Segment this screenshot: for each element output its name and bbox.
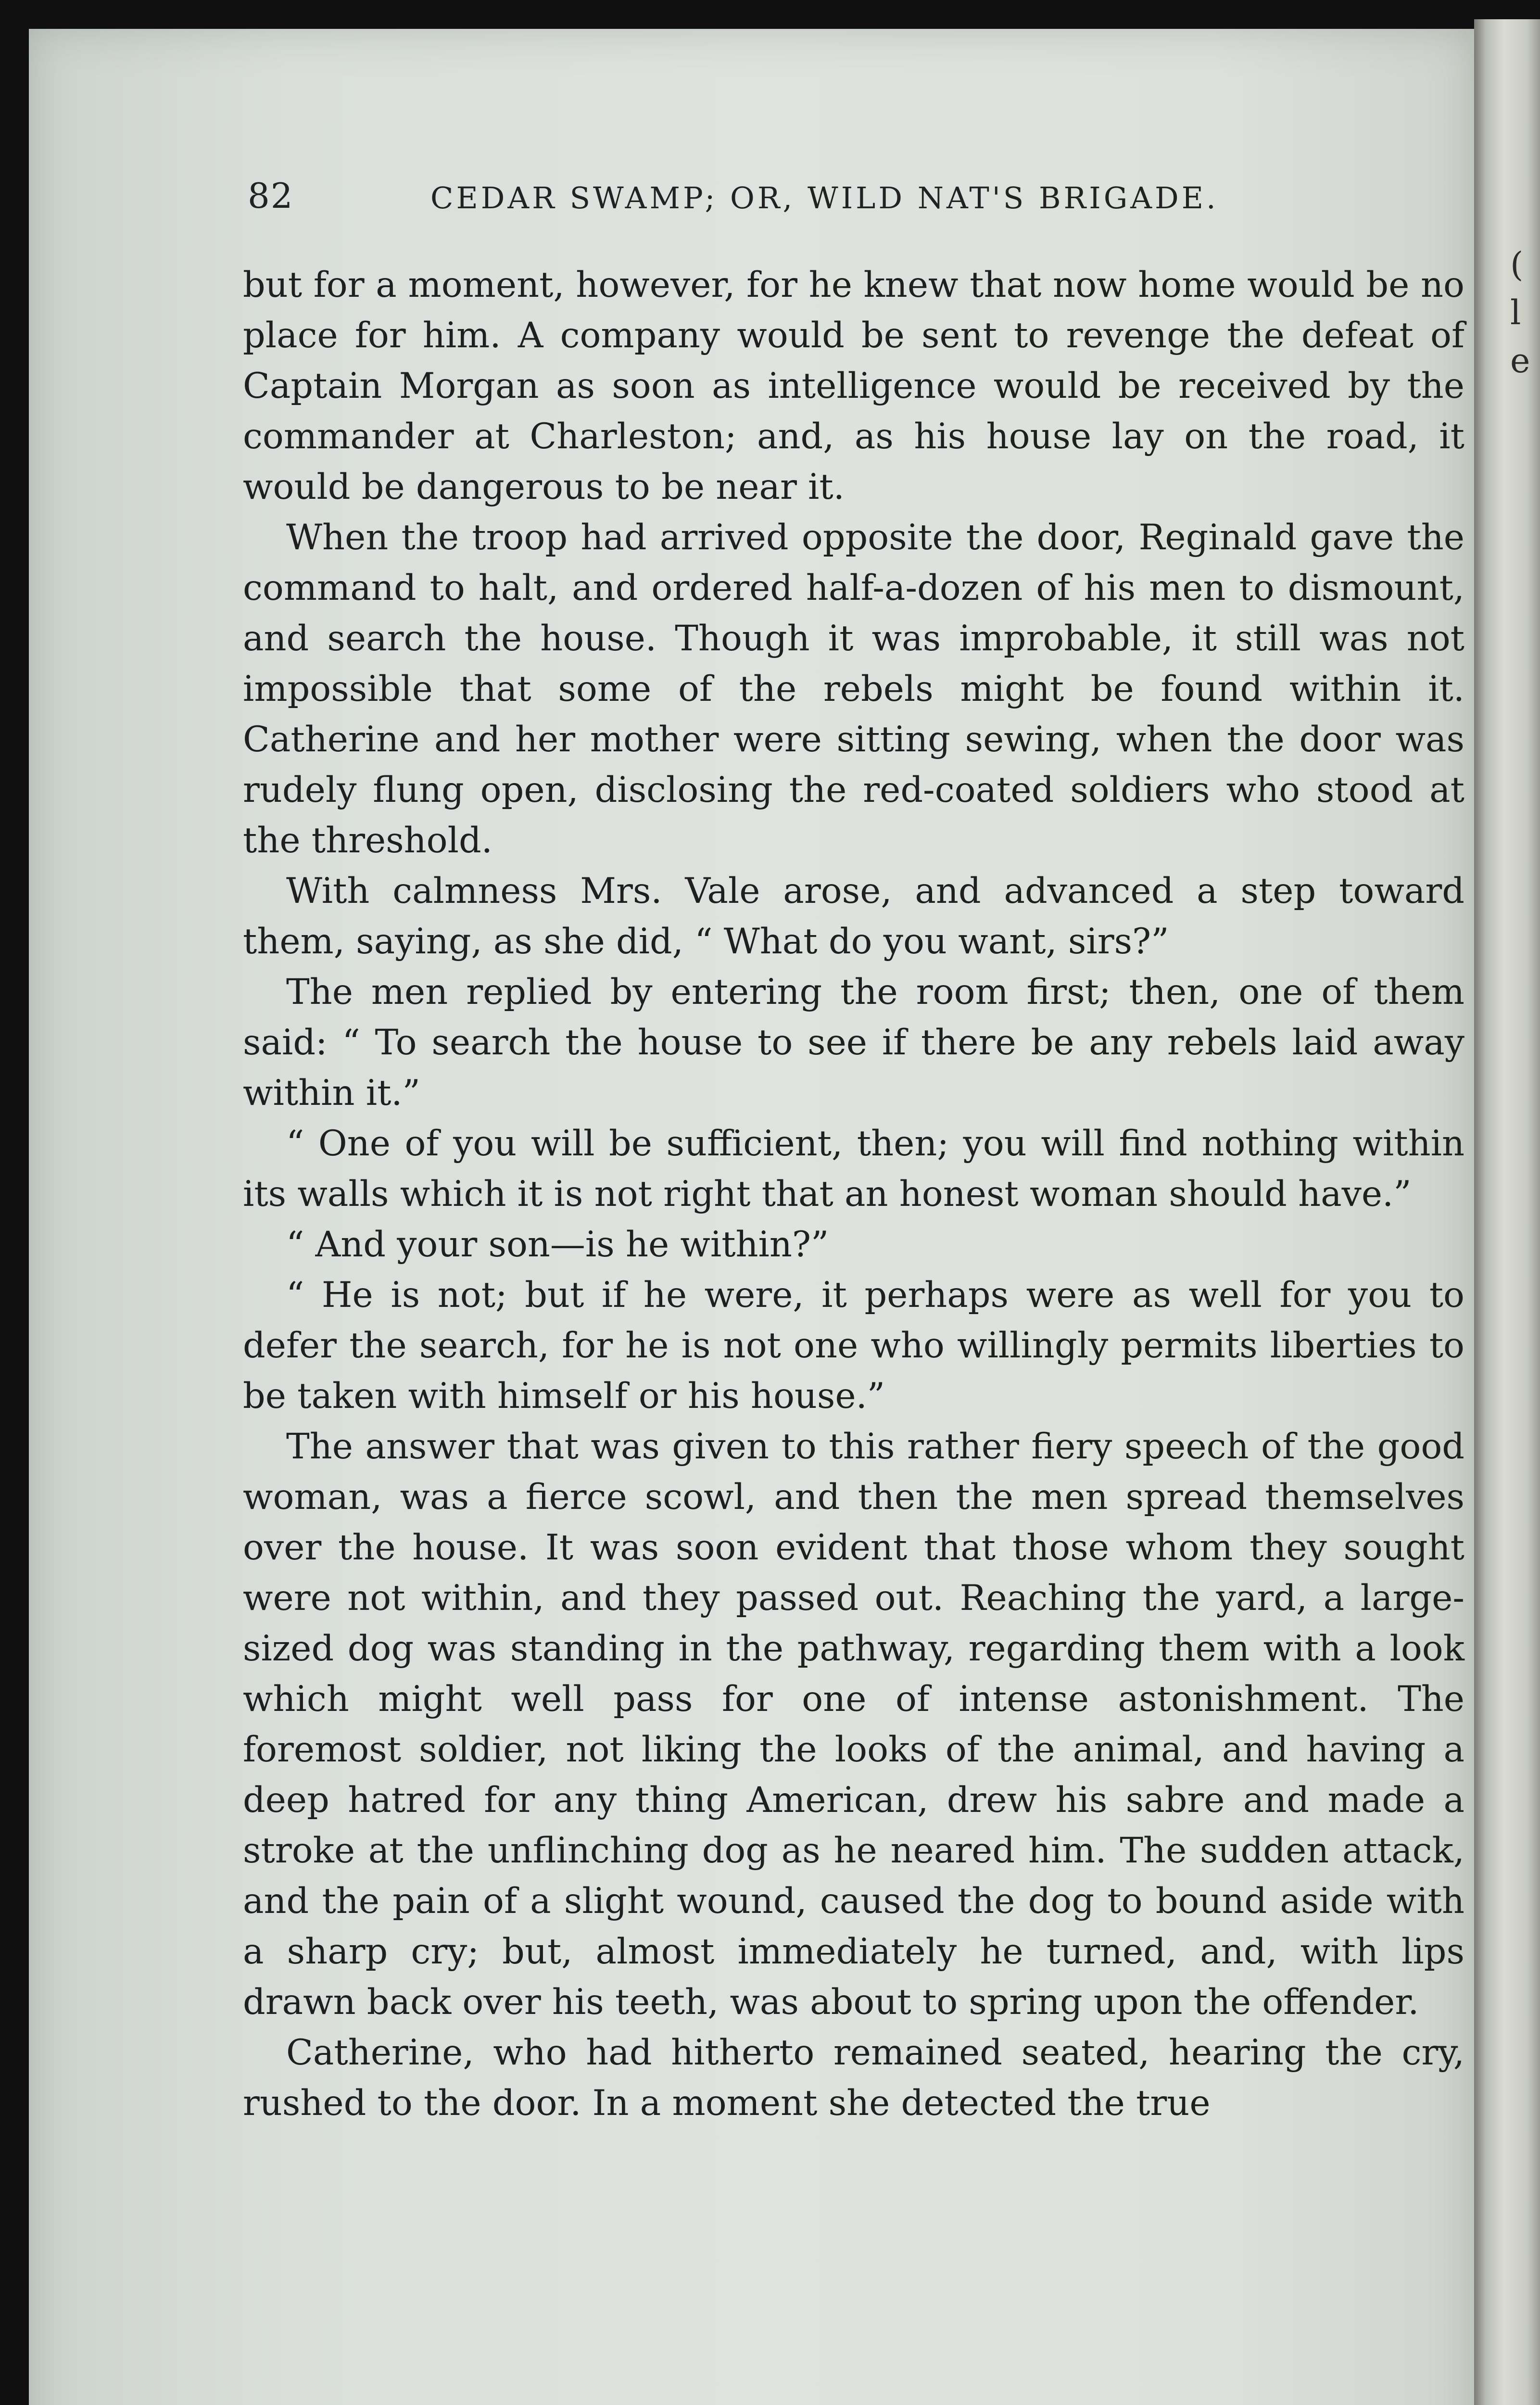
running-head: CEDAR SWAMP; OR, WILD NAT'S BRIGADE.	[430, 180, 1219, 215]
paragraph: “ One of you will be sufficient, then; you will find nothing within its walls which it is not right that an honest woman should have.”	[243, 1123, 1464, 1215]
paragraph: but for a moment, however, for he knew that now home would be no place for him. A company would be sent to revenge the defeat of Captain Morgan as soon as intelligence would be received by the commander at Charleston; and, as his house lay on the road, it would be dangerous to be near it.	[243, 265, 1464, 507]
page-header	[248, 166, 1412, 228]
paragraph: “ He is not; but if he were, it perhaps were as well for you to defer the search, for he is not one who willingly permits liberties to be taken with himself or his house.”	[243, 1275, 1464, 1417]
paragraph: Catherine, who had hitherto remained seated, hearing the cry, rushed to the door. In a moment she detected the true	[243, 2032, 1464, 2124]
page-number: 82	[248, 176, 294, 216]
book-page	[29, 29, 1474, 2405]
facing-page-glyph: (	[1510, 245, 1524, 284]
facing-page-edge	[1510, 240, 1540, 385]
paragraph: The men replied by entering the room first; then, one of them said: “ To search the house to see if there be any rebels laid away within it.”	[243, 972, 1464, 1114]
paragraph: The answer that was given to this rather fiery speech of the good woman, was a fierce scowl, and then the men spread themselves over the house. It was soon evident that those whom they sought were not within, and they passed out. Reaching the yard, a large-sized dog was standing in the pathway, regarding them with a look which might well pass for one of intense astonishment. The foremost soldier, not liking the looks of the animal, and having a deep hatred for any thing American, drew his sabre and made a stroke at the unflinching dog as he neared him. The sudden attack, and the pain of a slight wound, caused the dog to bound aside with a sharp cry; but, almost immediately he turned, and, with lips drawn back over his teeth, was about to spring upon the offender.	[243, 1426, 1464, 2023]
facing-page-glyph: e	[1510, 341, 1530, 380]
paragraph: When the troop had arrived opposite the door, Reginald gave the command to halt, and ordered half-a-dozen of his men to dismount, and search the house. Though it was improbable, it still was not impossible that some of the rebels might be found within it. Catherine and her mother were sitting sewing, when the door was rudely flung open, disclosing the red-coated soldiers who stood at the threshold.	[243, 517, 1464, 861]
paragraph: “ And your son—is he within?”	[286, 1224, 829, 1265]
paragraph: With calmness Mrs. Vale arose, and advanced a step toward them, saying, as she did, “ What do you want, sirs?”	[243, 871, 1464, 962]
body-text	[243, 260, 1464, 2128]
facing-page-glyph: l	[1510, 293, 1521, 332]
